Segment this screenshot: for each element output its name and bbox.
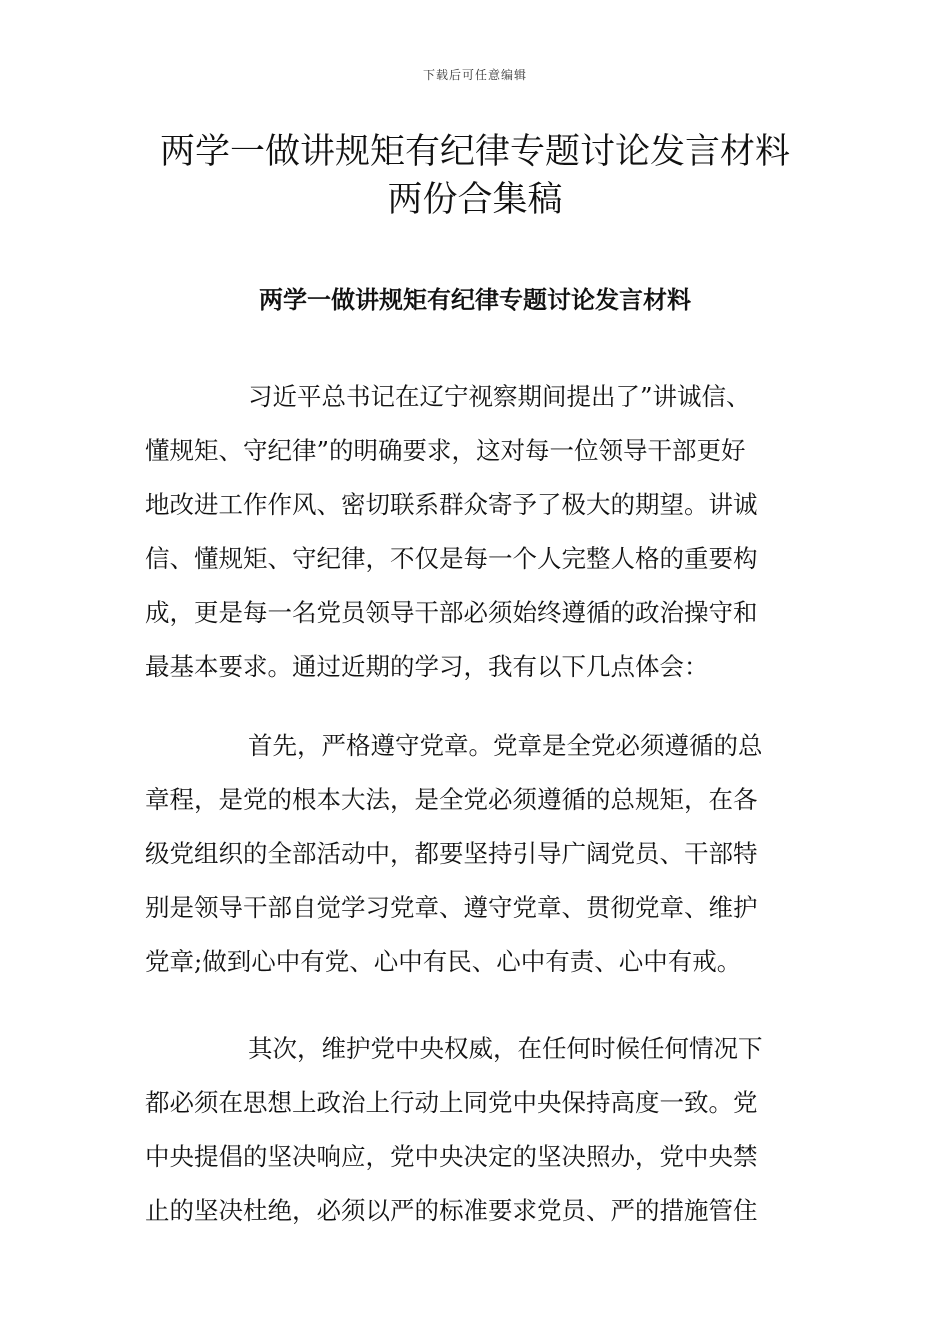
paragraph-line: 党章;做到心中有党、心中有民、心中有责、心中有戒。 [145, 947, 742, 976]
document-title-line-1: 两学一做讲规矩有纪律专题讨论发言材料 [159, 132, 790, 172]
paragraph-line: 地改进工作作风、密切联系群众寄予了极大的期望。讲诚 [145, 490, 758, 519]
paragraph-line: 其次，维护党中央权威，在任何时候任何情况下 [248, 1034, 763, 1063]
paragraph-line: 习近平总书记在辽宁视察期间提出了”讲诚信、 [248, 382, 751, 411]
paragraph-line: 别是领导干部自觉学习党章、遵守党章、贯彻党章、维护 [145, 893, 758, 922]
paragraph-2 [145, 719, 805, 989]
paragraph-line: 中央提倡的坚决响应，党中央决定的坚决照办，党中央禁 [145, 1142, 758, 1171]
document-title-line-2: 两份合集稿 [387, 180, 563, 220]
document-title [100, 128, 850, 224]
paragraph-line: 最基本要求。通过近期的学习，我有以下几点体会： [145, 652, 709, 681]
paragraph-line: 级党组织的全部活动中，都要坚持引导广阔党员、干部特 [145, 839, 758, 868]
section-subtitle: 两学一做讲规矩有纪律专题讨论发言材料 [259, 285, 691, 314]
paragraph-line: 止的坚决杜绝，必须以严的标准要求党员、严的措施管住 [145, 1196, 758, 1225]
paragraph-line: 都必须在思想上政治上行动上同党中央保持高度一致。党 [145, 1088, 758, 1117]
paragraph-line: 成，更是每一名党员领导干部必须始终遵循的政治操守和 [145, 598, 758, 627]
paragraph-line: 章程，是党的根本大法，是全党必须遵循的总规矩，在各 [145, 785, 758, 814]
paragraph-3 [145, 1022, 805, 1238]
header-note: 下载后可任意编辑 [422, 68, 527, 82]
paragraph-line: 信、懂规矩、守纪律，不仅是每一个人完整人格的重要构 [145, 544, 758, 573]
paragraph-line: 首先，严格遵守党章。党章是全党必须遵循的总 [248, 731, 763, 760]
paragraph-1 [145, 370, 805, 694]
paragraph-line: 懂规矩、守纪律”的明确要求，这对每一位领导干部更好 [145, 436, 746, 465]
